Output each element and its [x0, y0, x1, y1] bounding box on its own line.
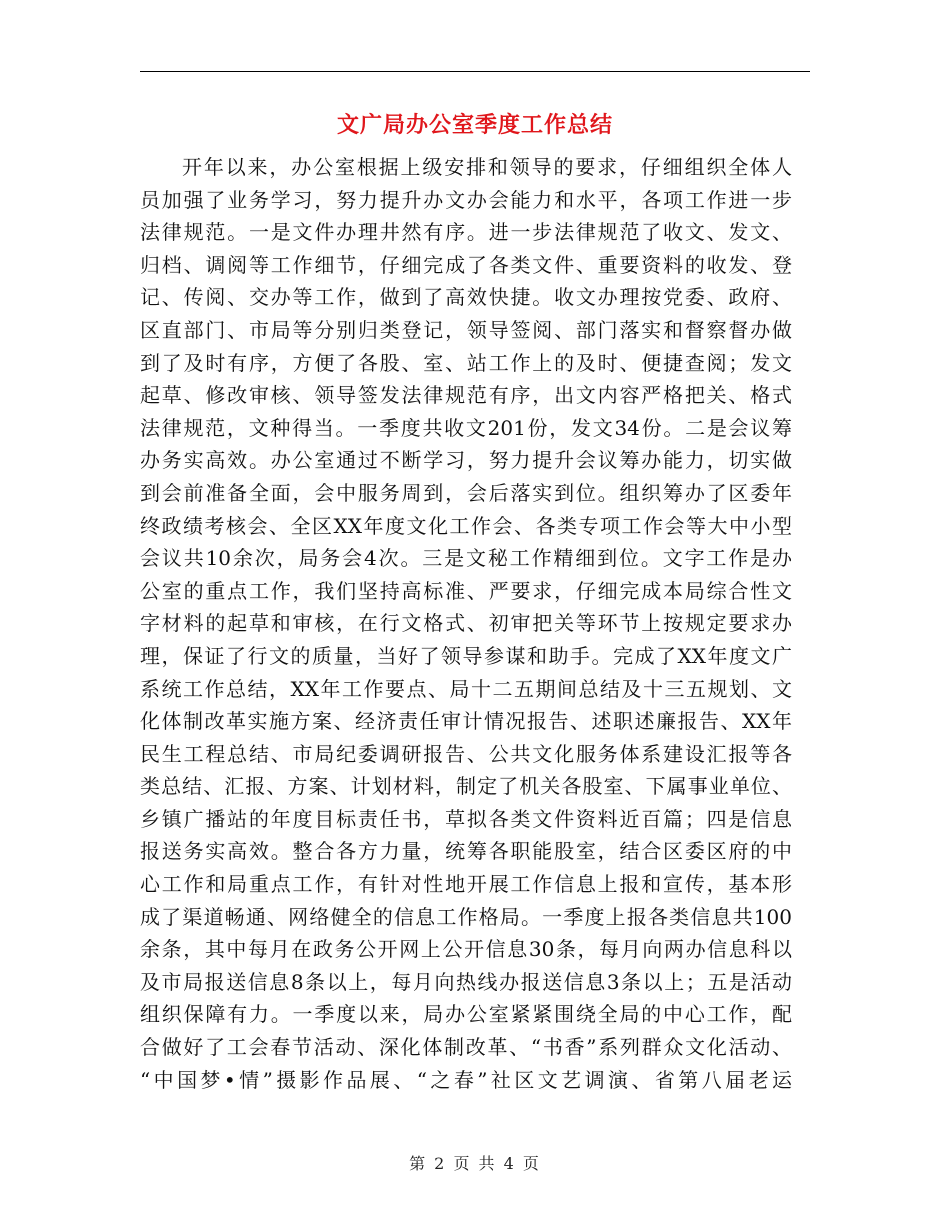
body-line: 余条，其中每月在政务公开网上公开信息30条，每月向两办信息科以 — [140, 937, 792, 962]
body-line: 办务实高效。办公室通过不断学习，努力提升会议筹办能力，切实做 — [140, 448, 792, 473]
body-line: 到会前准备全面，会中服务周到，会后落实到位。组织筹办了区委年 — [140, 480, 792, 505]
body-line: 及市局报送信息8条以上，每月向热线办报送信息3条以上；五是活动 — [140, 969, 792, 994]
body-line: 合做好了工会春节活动、深化体制改革、“书香”系列群众文化活动、 — [140, 1035, 792, 1060]
body-line: 起草、修改审核、领导签发法律规范有序，出文内容严格把关、格式 — [140, 383, 792, 408]
body-line: 法律规范。一是文件办理井然有序。进一步法律规范了收文、发文、 — [140, 220, 792, 245]
body-line: “中国梦•情”摄影作品展、“之春”社区文艺调演、省第八届老运 — [140, 1067, 792, 1092]
header-rule — [140, 71, 810, 72]
body-line: 到了及时有序，方便了各股、室、站工作上的及时、便捷查阅；发文 — [140, 350, 792, 375]
body-line: 员加强了业务学习，努力提升办文办会能力和水平，各项工作进一步 — [140, 187, 792, 212]
body-line: 民生工程总结、市局纪委调研报告、公共文化服务体系建设汇报等各 — [140, 741, 792, 766]
body-line: 终政绩考核会、全区XX年度文化工作会、各类专项工作会等大中小型 — [140, 513, 792, 538]
body-line: 记、传阅、交办等工作，做到了高效快捷。收文办理按党委、政府、 — [140, 285, 792, 310]
page-number: 第 2 页 共 4 页 — [409, 1154, 541, 1173]
body-line: 成了渠道畅通、网络健全的信息工作格局。一季度上报各类信息共100 — [140, 904, 792, 929]
document-body — [140, 151, 792, 1096]
body-line: 组织保障有力。一季度以来，局办公室紧紧围绕全局的中心工作，配 — [140, 1002, 792, 1027]
body-line: 开年以来，办公室根据上级安排和领导的要求，仔细组织全体人 — [182, 155, 792, 179]
body-line: 法律规范，文种得当。一季度共收文201份，发文34份。二是会议筹 — [140, 415, 792, 440]
body-line: 心工作和局重点工作，有针对性地开展工作信息上报和宣传，基本形 — [140, 872, 792, 897]
body-line: 类总结、汇报、方案、计划材料，制定了机关各股室、下属事业单位、 — [140, 774, 792, 799]
body-line: 系统工作总结，XX年工作要点、局十二五期间总结及十三五规划、文 — [140, 676, 792, 701]
body-line: 公室的重点工作，我们坚持高标准、严要求，仔细完成本局综合性文 — [140, 578, 792, 603]
body-line: 字材料的起草和审核，在行文格式、初审把关等环节上按规定要求办 — [140, 611, 792, 636]
body-line: 化体制改革实施方案、经济责任审计情况报告、述职述廉报告、XX年 — [140, 709, 792, 734]
body-line: 报送务实高效。整合各方力量，统筹各职能股室，结合区委区府的中 — [140, 839, 792, 864]
body-line: 理，保证了行文的质量，当好了领导参谋和助手。完成了XX年度文广 — [140, 643, 792, 668]
body-line: 区直部门、市局等分别归类登记，领导签阅、部门落实和督察督办做 — [140, 317, 792, 342]
document-title: 文广局办公室季度工作总结 — [336, 112, 613, 138]
body-line: 会议共10余次，局务会4次。三是文秘工作精细到位。文字工作是办 — [140, 546, 792, 571]
body-line: 乡镇广播站的年度目标责任书，草拟各类文件资料近百篇；四是信息 — [140, 806, 792, 831]
body-line: 归档、调阅等工作细节，仔细完成了各类文件、重要资料的收发、登 — [140, 252, 792, 277]
